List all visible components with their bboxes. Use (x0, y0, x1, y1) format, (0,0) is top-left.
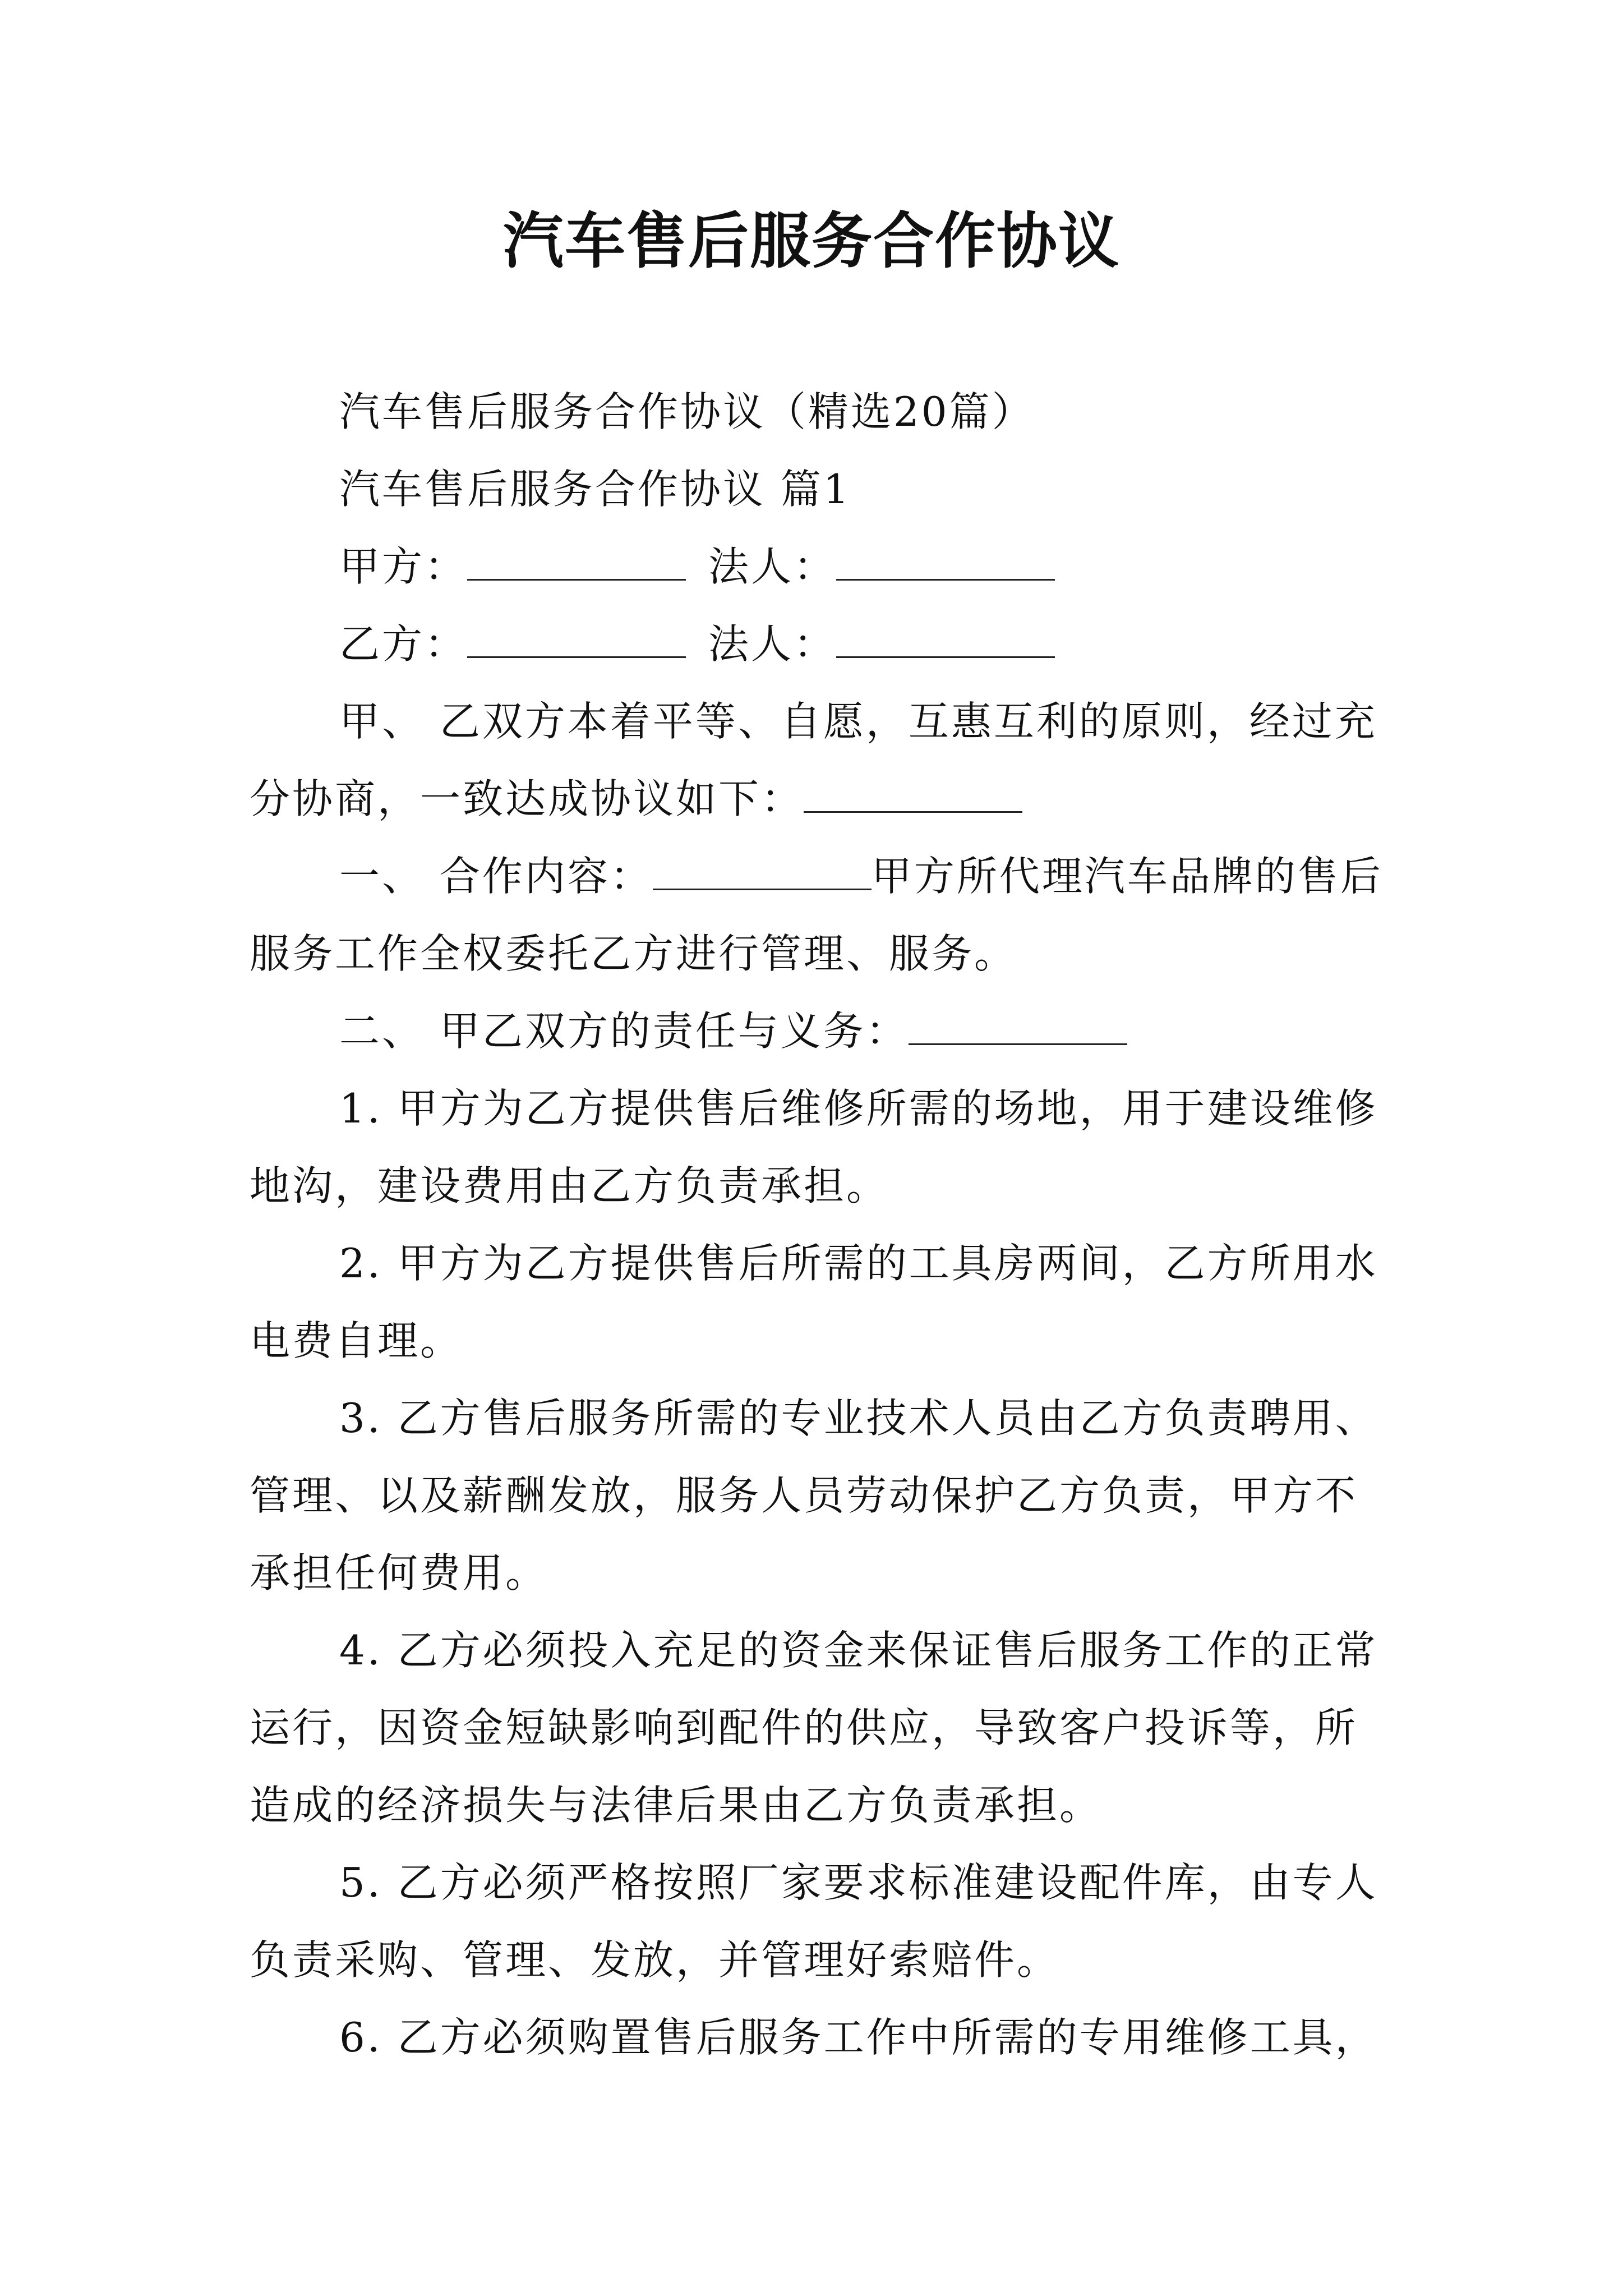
document-body (250, 373, 1394, 2076)
item-3: 3. 乙方售后服务所需的专业技术人员由乙方负责聘用、管理、以及薪酬发放，服务人员劳动保护乙方负责，甲方不承担任何费用。 (250, 1395, 1378, 1596)
clause-1-blank (653, 854, 872, 890)
section-heading: 汽车售后服务合作协议 篇1 (339, 466, 851, 513)
clause-1-label: 一、 合作内容： (339, 853, 653, 900)
subtitle: 汽车售后服务合作协议（精选20篇） (339, 388, 1035, 435)
intro-blank (804, 777, 1022, 813)
party-b-label: 乙方： (339, 620, 468, 668)
party-b-blank (467, 622, 686, 658)
item-4: 4. 乙方必须投入充足的资金来保证售后服务工作的正常运行，因资金短缺影响到配件的供应，导致客户投诉等，所造成的经济损失与法律后果由乙方负责承担。 (250, 1627, 1378, 1829)
document-title: 汽车售后服务合作协议 (502, 206, 1120, 277)
clause-2-blank (909, 1009, 1127, 1045)
party-a-legal-label: 法人： (708, 543, 837, 590)
party-a-legal-blank (836, 545, 1055, 581)
party-a-blank (467, 545, 686, 581)
clause-1-text: 甲方所代理汽车品牌的售后服务工作全权委托乙方进行管理、服务。 (250, 853, 1383, 977)
intro-text: 甲、 乙双方本着平等、自愿，互惠互利的原则，经过充分协商，一致达成协议如下： (250, 698, 1377, 822)
item-6: 6. 乙方必须购置售后服务工作中所需的专用维修工具， (339, 2014, 1378, 2061)
party-b-legal-label: 法人： (708, 620, 837, 668)
clause-1 (250, 838, 1394, 992)
intro-paragraph (250, 683, 1394, 838)
clause-2-label: 二、 甲乙双方的责任与义务： (339, 1007, 909, 1055)
party-b-legal-blank (836, 622, 1055, 658)
party-a-line (250, 528, 1394, 605)
item-1: 1. 甲方为乙方提供售后维修所需的场地，用于建设维修地沟，建设费用由乙方负责承担。 (250, 1085, 1378, 1209)
clause-2 (250, 992, 1394, 1070)
party-a-label: 甲方： (339, 543, 468, 590)
item-2: 2. 甲方为乙方提供售后所需的工具房两间，乙方所用水电费自理。 (250, 1240, 1378, 1364)
item-5: 5. 乙方必须严格按照厂家要求标准建设配件库，由专人负责采购、管理、发放，并管理好索赔件。 (250, 1859, 1378, 1984)
party-b-line (250, 605, 1394, 683)
